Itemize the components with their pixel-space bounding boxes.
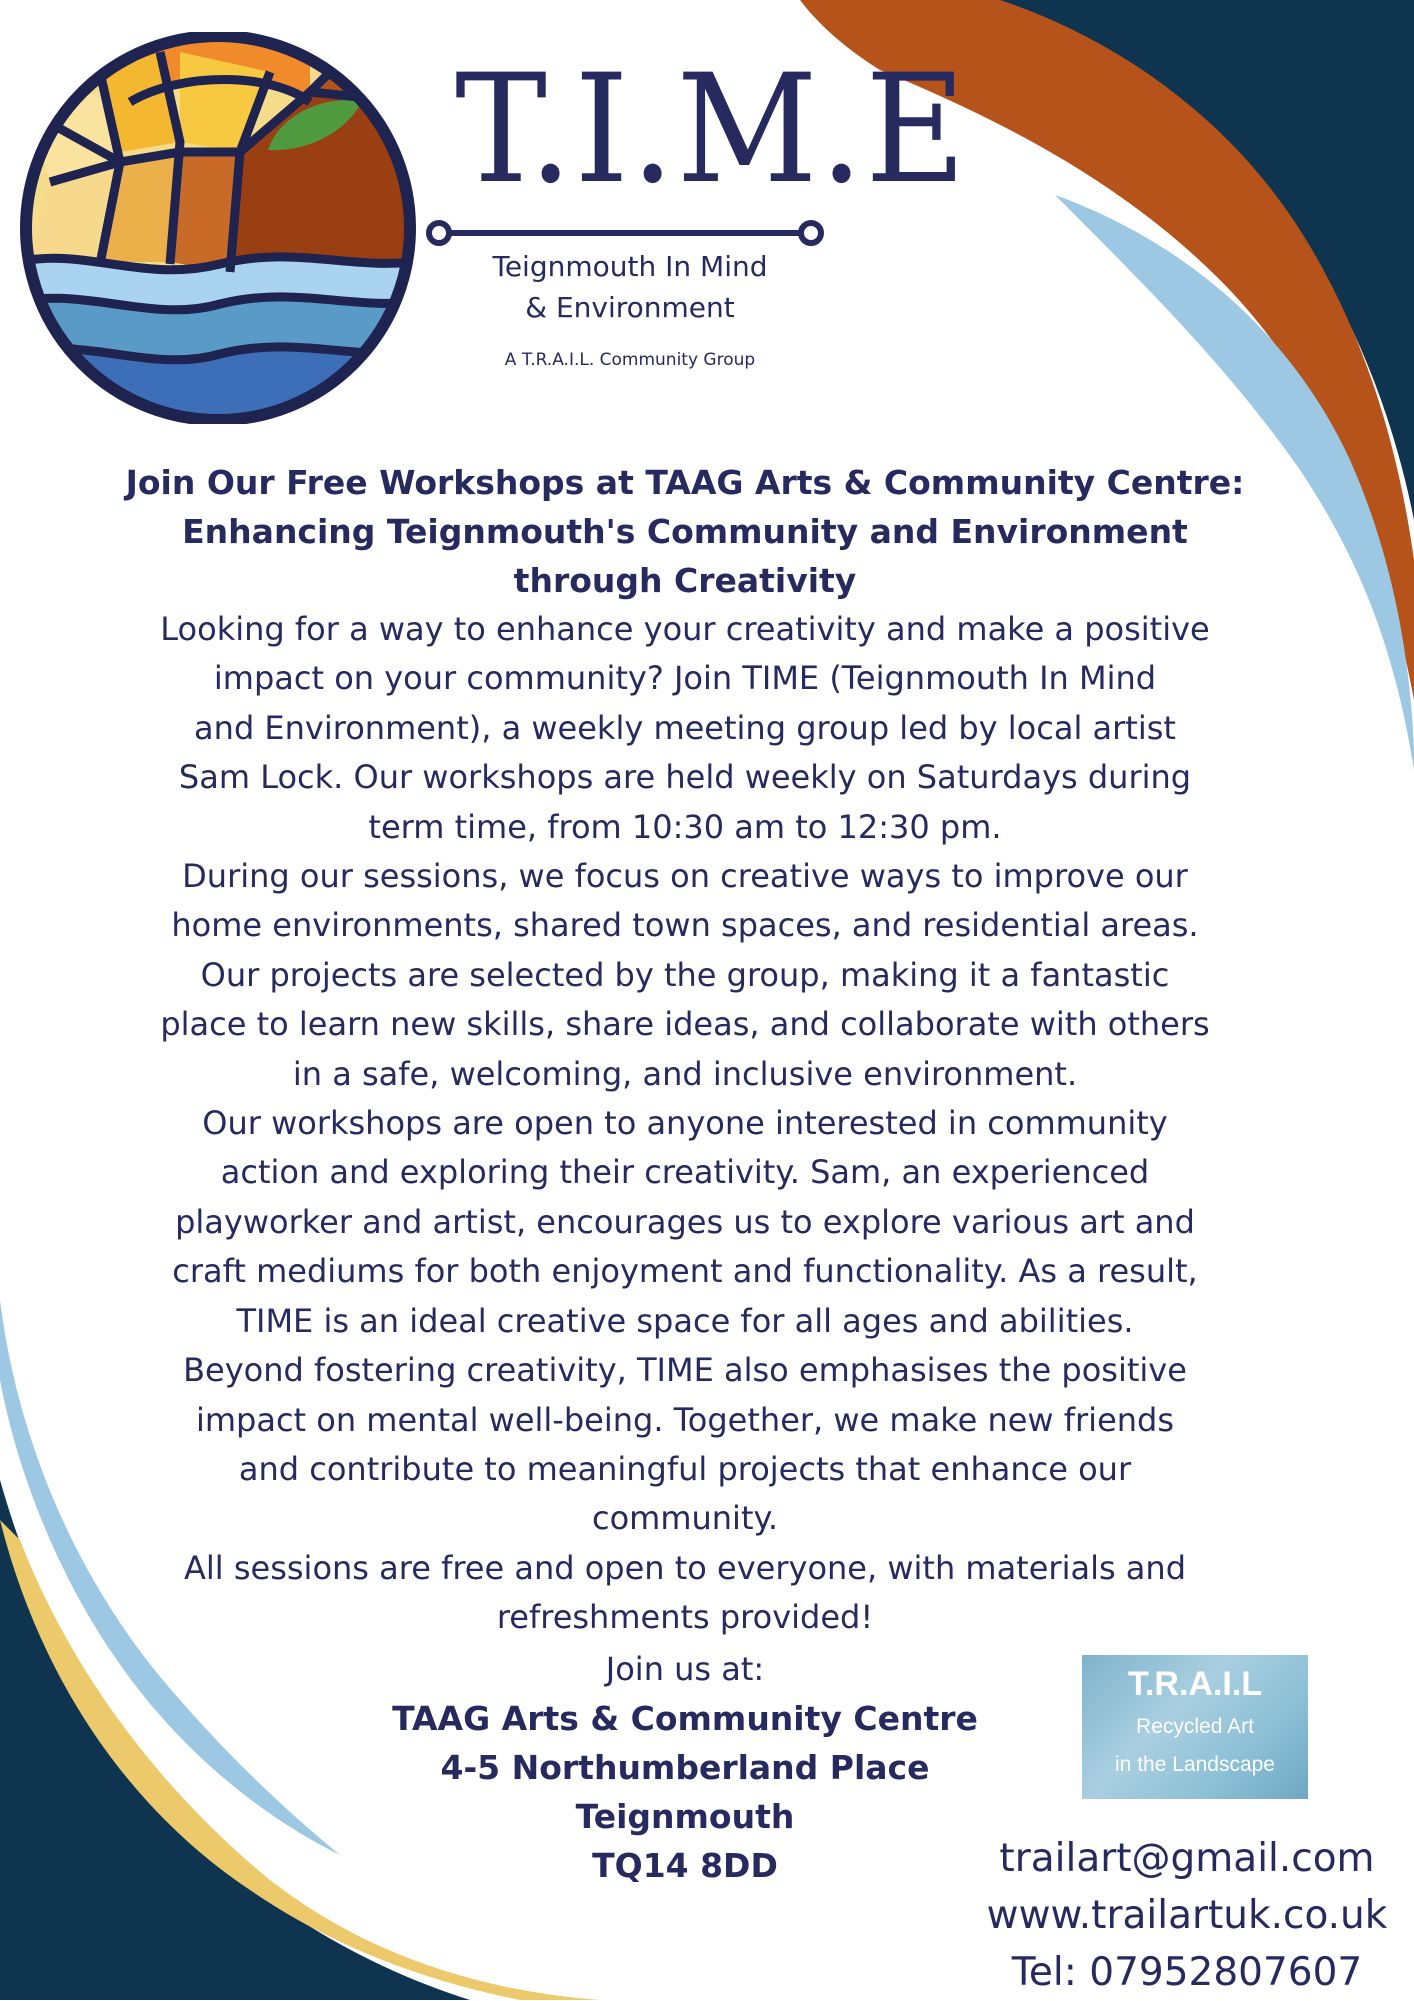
- body-line: home environments, shared town spaces, and residential areas.: [171, 906, 1199, 945]
- body-line: impact on your community? Join TIME (Teignmouth In Mind: [213, 659, 1157, 698]
- contact-phone: Tel: 07952807607: [1011, 1950, 1363, 1995]
- brand-tagline: A T.R.A.I.L. Community Group: [504, 350, 756, 370]
- body-line: All sessions are free and open to everyone, with materials and: [184, 1548, 1186, 1587]
- headline-line-3: through Creativity: [513, 561, 857, 600]
- body-line: During our sessions, we focus on creative ways to improve our: [182, 857, 1188, 896]
- body-line: craft mediums for both enjoyment and functionality. As a result,: [172, 1252, 1198, 1291]
- body-line: Beyond fostering creativity, TIME also emphasises the positive: [183, 1351, 1187, 1390]
- headline: [95, 458, 1275, 605]
- body-line: term time, from 10:30 am to 12:30 pm.: [368, 807, 1002, 846]
- headline-line-2: Enhancing Teignmouth's Community and Environment: [182, 512, 1188, 551]
- brand-connector-line: [425, 218, 825, 248]
- body-line: Sam Lock. Our workshops are held weekly on Saturdays during: [178, 758, 1192, 797]
- body-line: refreshments provided!: [496, 1598, 874, 1637]
- contact-website[interactable]: www.trailartuk.co.uk: [986, 1893, 1388, 1938]
- join-label: Join us at:: [605, 1650, 765, 1688]
- headline-line-1: Join Our Free Workshops at TAAG Arts & Community Centre:: [125, 463, 1245, 502]
- body-line: Looking for a way to enhance your creativity and make a positive: [160, 610, 1210, 648]
- brand-subtitle-line-1: Teignmouth In Mind: [492, 250, 768, 283]
- body-line: impact on mental well-being. Together, we make new friends: [195, 1400, 1175, 1439]
- contact-info: [960, 1830, 1414, 2001]
- contact-email[interactable]: trailart@gmail.com: [999, 1836, 1375, 1881]
- stained-glass-sun-and-waves-icon: [10, 32, 430, 424]
- trail-logo-badge: [1082, 1655, 1308, 1799]
- body-line: TIME is an ideal creative space for all ages and abilities.: [236, 1301, 1134, 1340]
- main-content: [95, 458, 1275, 1643]
- body-line: and contribute to meaningful projects that enhance our: [238, 1449, 1132, 1488]
- street-address: 4-5 Northumberland Place: [440, 1748, 930, 1787]
- venue-address: [335, 1645, 1035, 1890]
- town: Teignmouth: [575, 1797, 795, 1836]
- brand-subtitle-line-2: & Environment: [525, 291, 735, 324]
- postcode: TQ14 8DD: [592, 1846, 778, 1885]
- body-line: and Environment), a weekly meeting group led by local artist: [194, 708, 1176, 747]
- body-line: Our projects are selected by the group, making it a fantastic: [200, 955, 1170, 994]
- brand-subtitle: [430, 246, 830, 328]
- body-line: community.: [591, 1499, 779, 1538]
- body-line: place to learn new skills, share ideas, and collaborate with others: [160, 1005, 1210, 1044]
- trail-badge-title: T.R.A.I.L: [1127, 1665, 1263, 1703]
- trail-badge-line-2: in the Landscape: [1115, 1753, 1275, 1776]
- brand-title: T.I.M.E: [455, 43, 968, 217]
- body-line: in a safe, welcoming, and inclusive environment.: [292, 1054, 1078, 1093]
- body-line: Our workshops are open to anyone interested in community: [202, 1104, 1168, 1143]
- body-line: action and exploring their creativity. Sam, an experienced: [220, 1153, 1150, 1192]
- venue-name: TAAG Arts & Community Centre: [392, 1699, 978, 1738]
- trail-badge-line-1: Recycled Art: [1136, 1715, 1254, 1738]
- body-text: [95, 605, 1275, 1643]
- body-line: playworker and artist, encourages us to explore various art and: [175, 1202, 1195, 1241]
